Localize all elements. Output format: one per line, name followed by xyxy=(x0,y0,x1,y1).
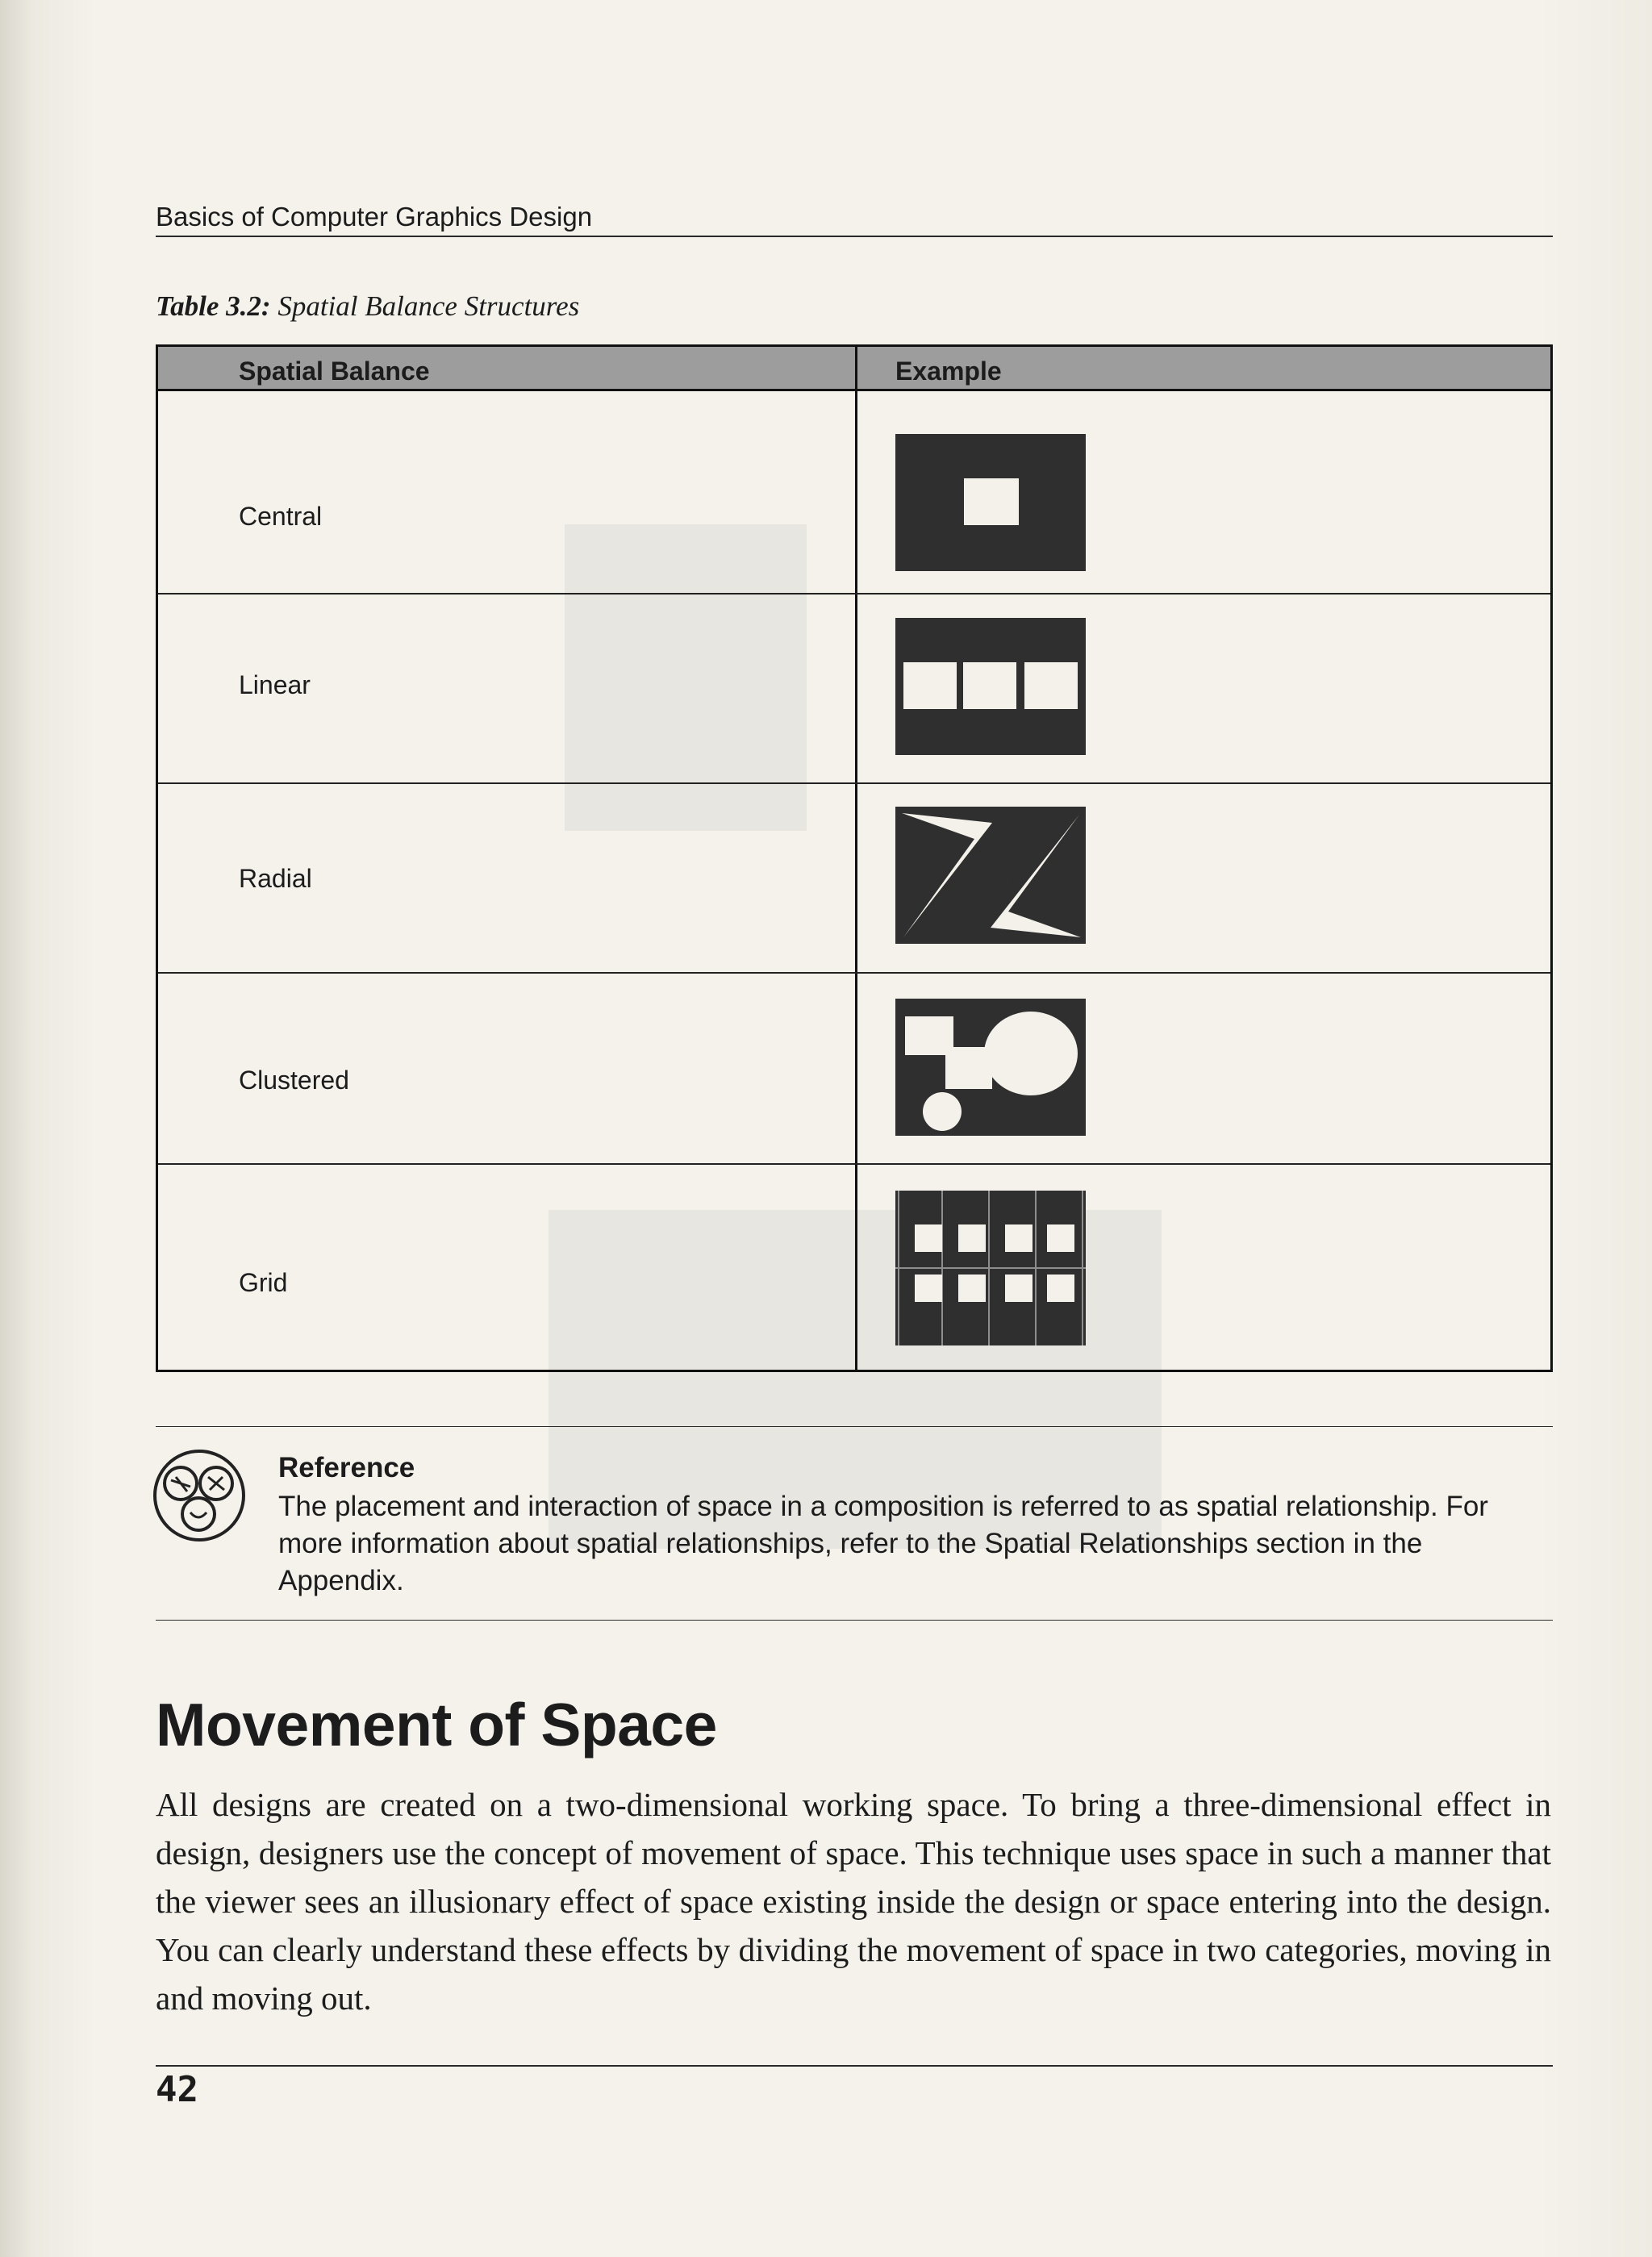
table-caption-title: Spatial Balance Structures xyxy=(277,290,580,322)
footer-rule xyxy=(156,2065,1553,2067)
table-caption-label: Table 3.2: xyxy=(156,290,271,322)
table-row-label: Radial xyxy=(239,864,312,893)
linear-balance-icon xyxy=(895,618,1086,755)
reference-icon xyxy=(152,1448,247,1543)
table-row-label: Clustered xyxy=(239,1066,349,1095)
clustered-balance-icon xyxy=(895,999,1086,1136)
page-number: 42 xyxy=(156,2069,198,2110)
row-divider xyxy=(158,782,1550,784)
reference-bottom-rule xyxy=(156,1620,1553,1621)
running-header: Basics of Computer Graphics Design xyxy=(156,202,593,232)
header-rule xyxy=(156,236,1553,237)
table-row-label: Grid xyxy=(239,1268,288,1297)
row-divider xyxy=(158,593,1550,594)
section-body: All designs are created on a two-dimensional working space. To bring a three-dimensional effect in design, designers use the concept of movement of space. This technique uses space in such a manner that the viewer sees an illusionary effect of space existing inside the design or space entering into the design. You can clearly understand these effects by dividing the movement of space in two categories, moving in and moving out. xyxy=(156,1786,1551,2017)
row-divider xyxy=(158,1163,1550,1165)
reference-top-rule xyxy=(156,1426,1553,1427)
column-header-spatial-balance: Spatial Balance xyxy=(239,357,430,386)
table-row-label: Central xyxy=(239,502,323,531)
row-divider xyxy=(158,972,1550,974)
spatial-balance-table xyxy=(156,344,1553,1372)
grid-balance-icon xyxy=(895,1191,1086,1345)
reference-title: Reference xyxy=(278,1452,415,1483)
column-divider xyxy=(855,347,857,1370)
reference-text: The placement and interaction of space in a composition is referred to as spatial relationship. For more information about spatial relationships, refer to the Spatial Relationships section in the Appendix. xyxy=(278,1491,1488,1596)
table-row-label: Linear xyxy=(239,670,311,699)
central-balance-icon xyxy=(895,434,1086,571)
radial-balance-icon xyxy=(895,807,1086,944)
section-heading: Movement of Space xyxy=(156,1691,717,1758)
column-header-example: Example xyxy=(895,357,1002,386)
table-caption xyxy=(156,290,579,323)
